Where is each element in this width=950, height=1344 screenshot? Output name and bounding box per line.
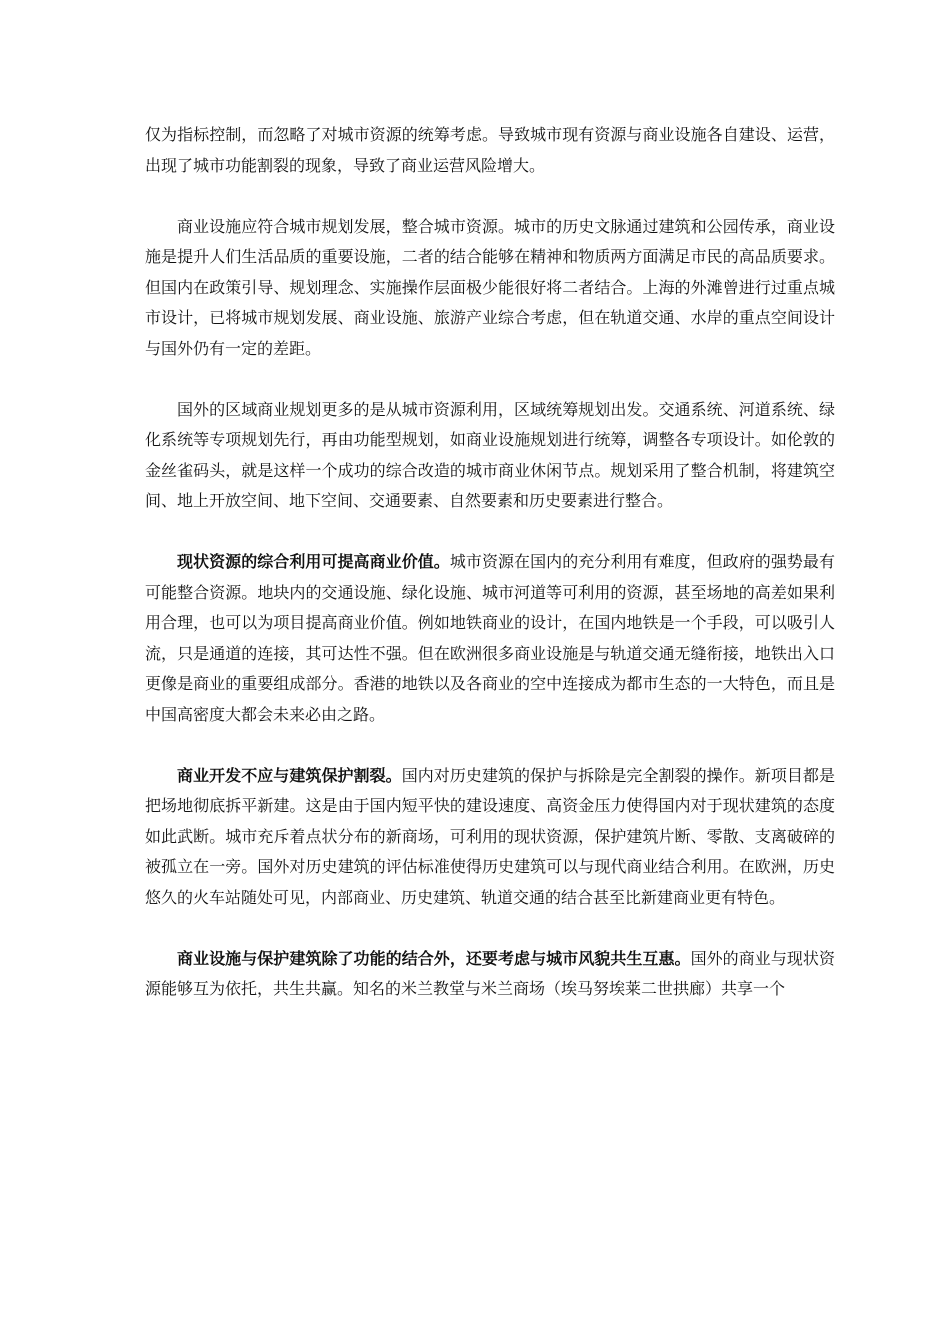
paragraph-1-text: 仅为指标控制，而忽略了对城市资源的统筹考虑。导致城市现有资源与商业设施各自建设、运营，出现了城市功能割裂的现象，导致了商业运营风险增大。 [145, 125, 835, 175]
paragraph-6 [145, 944, 835, 1005]
paragraph-3-text: 国外的区域商业规划更多的是从城市资源利用，区域统筹规划出发。交通系统、河道系统、绿化系统等专项规划先行，再由功能型规划，如商业设施规划进行统筹，调整各专项设计。如伦敦的金丝雀码头，就是这样一个成功的综合改造的城市商业休闲节点。规划采用了整合机制，将建筑空间、地上开放空间、地下空间、交通要素、自然要素和历史要素进行整合。 [145, 399, 835, 510]
paragraph-2 [145, 212, 835, 365]
paragraph-2-text: 商业设施应符合城市规划发展，整合城市资源。城市的历史文脉通过建筑和公园传承，商业设施是提升人们生活品质的重要设施，二者的结合能够在精神和物质两方面满足市民的高品质要求。但国内在政策引导、规划理念、实施操作层面极少能很好将二者结合。上海的外滩曾进行过重点城市设计，已将城市规划发展、商业设施、旅游产业综合考虑，但在轨道交通、水岸的重点空间设计与国外仍有一定的差距。 [145, 216, 835, 358]
paragraph-1 [145, 120, 835, 181]
paragraph-3 [145, 395, 835, 517]
paragraph-4 [145, 547, 835, 730]
paragraph-6-text: 国外的商业与现状资源能够互为依托，共生共赢。知名的米兰教堂与米兰商场（埃马努埃莱二世拱廊）共享一个 [145, 948, 835, 998]
paragraph-4-lead: 现状资源的综合利用可提高商业价值。 [177, 552, 450, 571]
paragraph-5 [145, 761, 835, 914]
paragraph-4-text: 城市资源在国内的充分利用有难度，但政府的强势最有可能整合资源。地块内的交通设施、绿化设施、城市河道等可利用的资源，甚至场地的高差如果利用合理，也可以为项目提高商业价值。例如地铁商业的设计，在国内地铁是一个手段，可以吸引人流，只是通道的连接，其可达性不强。但在欧洲很多商业设施是与轨道交通无缝衔接，地铁出入口更像是商业的重要组成部分。香港的地铁以及各商业的空中连接成为都市生态的一大特色，而且是中国高密度大都会未来必由之路。 [145, 552, 835, 724]
paragraph-5-lead: 商业开发不应与建筑保护割裂。 [177, 765, 402, 785]
document-page [145, 120, 835, 1035]
paragraph-5-text: 国内对历史建筑的保护与拆除是完全割裂的操作。新项目都是把场地彻底拆平新建。这是由于国内短平快的建设速度、高资金压力使得国内对于现状建筑的态度如此武断。城市充斥着点状分布的新商场，可利用的现状资源，保护建筑片断、零散、支离破碎的被孤立在一旁。国外对历史建筑的评估标准使得历史建筑可以与现代商业结合利用。在欧洲，历史悠久的火车站随处可见，内部商业、历史建筑、轨道交通的结合甚至比新建商业更有特色。 [145, 765, 835, 907]
paragraph-6-lead: 商业设施与保护建筑除了功能的结合外，还要考虑与城市风貌共生互惠。 [177, 948, 691, 968]
